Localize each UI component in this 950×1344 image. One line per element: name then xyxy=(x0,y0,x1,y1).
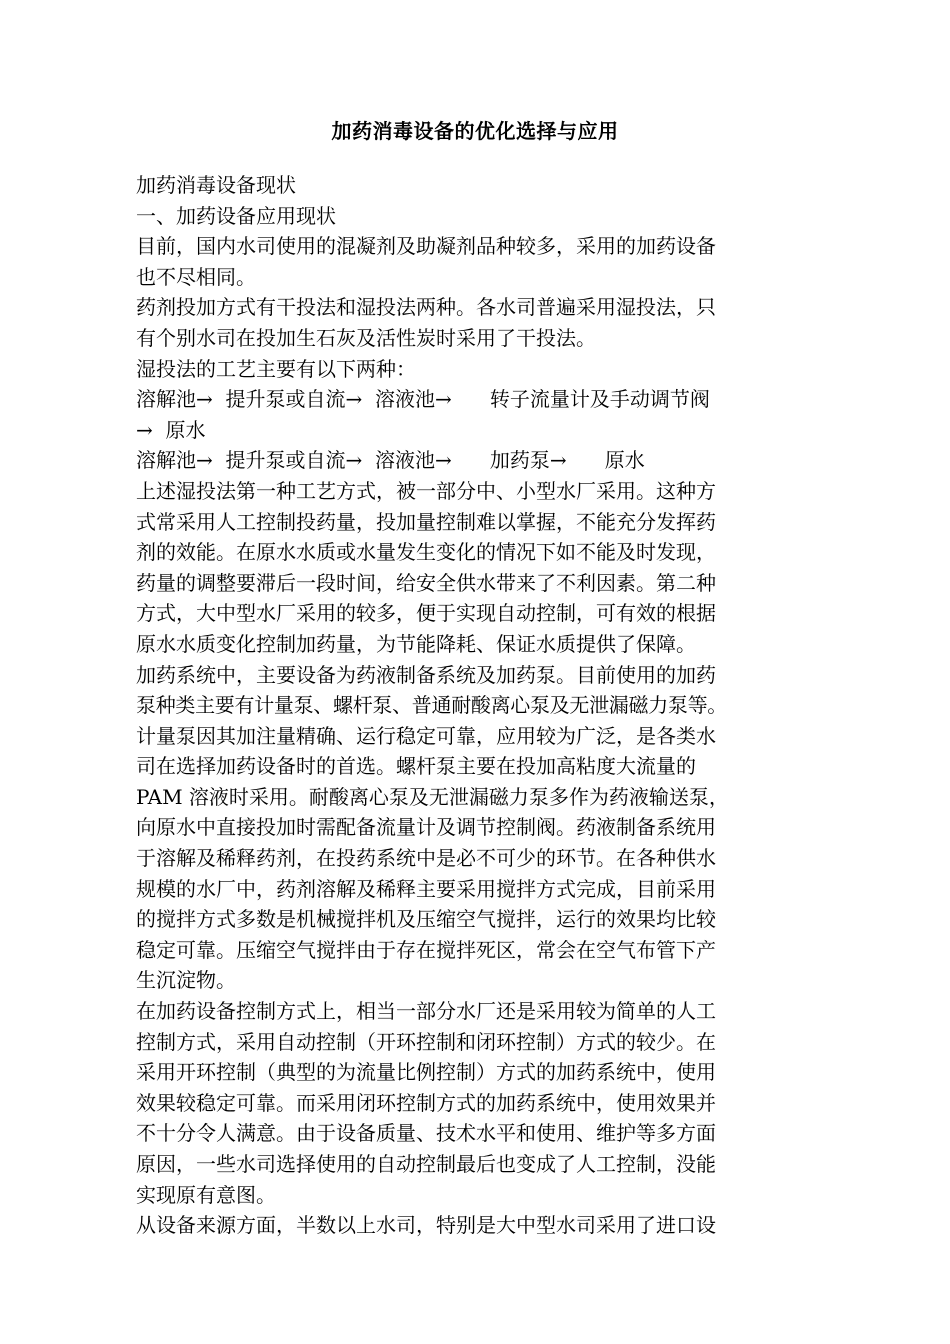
body-line: 不十分令人满意。由于设备质量、技术水平和使用、维护等多方面 xyxy=(136,1121,716,1146)
body-line: 有个别水司在投加生石灰及活性炭时采用了干投法。 xyxy=(136,325,596,350)
body-line: 加药系统中，主要设备为药液制备系统及加药泵。目前使用的加药 xyxy=(136,662,716,687)
process-flow-line: 溶解池→ 提升泵或自流→ 溶液池→ 转子流量计及手动调节阀 xyxy=(136,387,710,412)
body-line: 也不尽相同。 xyxy=(136,264,256,289)
body-line: 从设备来源方面，半数以上水司，特别是大中型水司采用了进口设 xyxy=(136,1213,716,1238)
body-line: 上述湿投法第一种工艺方式，被一部分中、小型水厂采用。这种方 xyxy=(136,478,716,503)
body-line: 控制方式，采用自动控制（开环控制和闭环控制）方式的较少。在 xyxy=(136,1029,716,1054)
body-line: 药剂投加方式有干投法和湿投法两种。各水司普遍采用湿投法，只 xyxy=(136,295,716,320)
body-line: 药量的调整要滞后一段时间，给安全供水带来了不利因素。第二种 xyxy=(136,570,716,595)
body-line: 于溶解及稀释药剂，在投药系统中是必不可少的环节。在各种供水 xyxy=(136,846,716,871)
body-line: 式常采用人工控制投药量，投加量控制难以掌握，不能充分发挥药 xyxy=(136,509,716,534)
body-line: 采用开环控制（典型的为流量比例控制）方式的加药系统中，使用 xyxy=(136,1060,716,1085)
body-line: 向原水中直接投加时需配备流量计及调节控制阀。药液制备系统用 xyxy=(136,815,716,840)
body-line: 在加药设备控制方式上，相当一部分水厂还是采用较为简单的人工 xyxy=(136,999,716,1024)
document-body xyxy=(136,170,836,1241)
process-flow-line: 溶解池→ 提升泵或自流→ 溶液池→ 加药泵→ 原水 xyxy=(136,448,645,473)
body-line: 稳定可靠。压缩空气搅拌由于存在搅拌死区，常会在空气布管下产 xyxy=(136,937,716,962)
body-line: 原水水质变化控制加药量，为节能降耗、保证水质提供了保障。 xyxy=(136,631,696,656)
body-line: 司在选择加药设备时的首选。螺杆泵主要在投加高粘度大流量的 xyxy=(136,754,696,779)
body-line: 生沉淀物。 xyxy=(136,968,236,993)
body-line: 的搅拌方式多数是机械搅拌机及压缩空气搅拌，运行的效果均比较 xyxy=(136,907,716,932)
process-flow-line: → 原水 xyxy=(136,417,206,442)
document-title: 加药消毒设备的优化选择与应用 xyxy=(331,119,619,143)
body-line: 规模的水厂中，药剂溶解及稀释主要采用搅拌方式完成，目前采用 xyxy=(136,876,716,901)
body-line: 剂的效能。在原水水质或水量发生变化的情况下如不能及时发现， xyxy=(136,540,716,565)
body-line: 计量泵因其加注量精确、运行稳定可靠，应用较为广泛，是各类水 xyxy=(136,723,716,748)
body-line: 泵种类主要有计量泵、螺杆泵、普通耐酸离心泵及无泄漏磁力泵等。 xyxy=(136,693,727,718)
body-line: 方式，大中型水厂采用的较多，便于实现自动控制，可有效的根据 xyxy=(136,601,716,626)
body-line: 湿投法的工艺主要有以下两种： xyxy=(136,356,416,381)
body-line: 目前，国内水司使用的混凝剂及助凝剂品种较多，采用的加药设备 xyxy=(136,234,716,259)
body-line: 实现原有意图。 xyxy=(136,1182,276,1207)
body-line: 效果较稳定可靠。而采用闭环控制方式的加药系统中，使用效果并 xyxy=(136,1090,716,1115)
body-line: PAM 溶液时采用。耐酸离心泵及无泄漏磁力泵多作为药液输送泵， xyxy=(136,784,729,809)
body-line: 一、加药设备应用现状 xyxy=(136,203,336,228)
body-line: 加药消毒设备现状 xyxy=(136,173,296,197)
body-line: 原因，一些水司选择使用的自动控制最后也变成了人工控制，没能 xyxy=(136,1152,716,1176)
